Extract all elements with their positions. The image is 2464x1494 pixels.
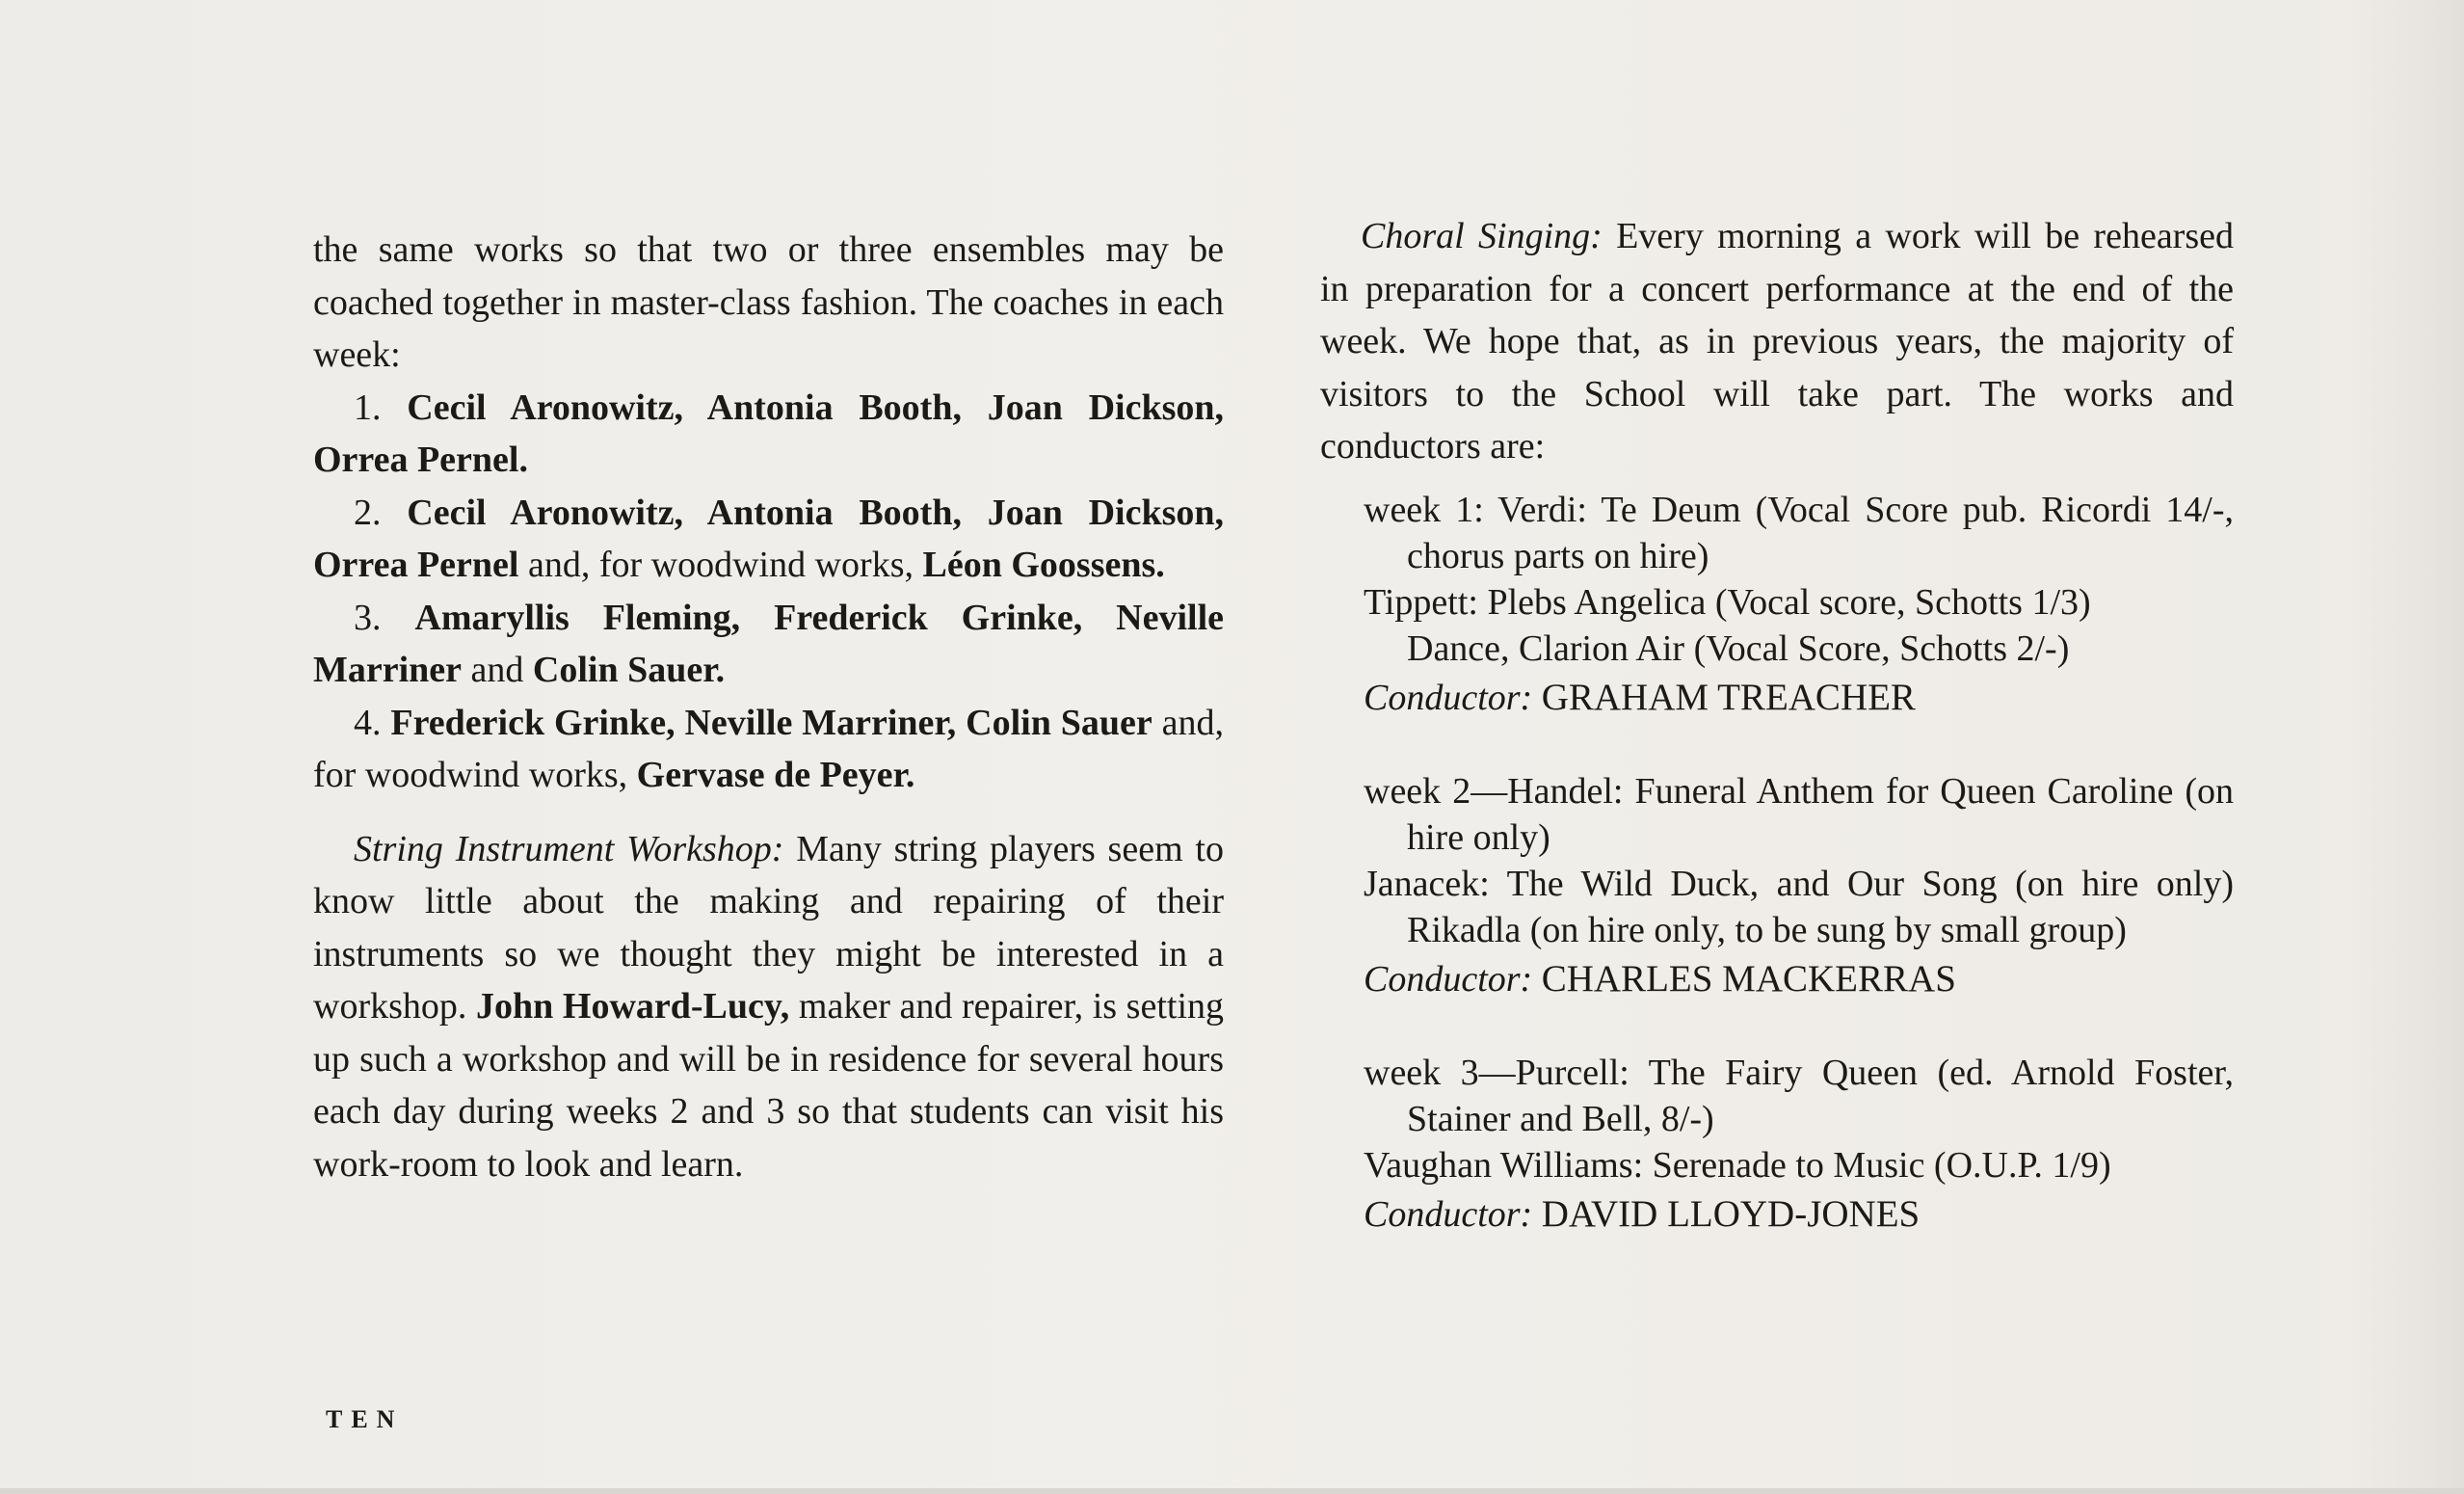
conductor-line <box>1364 953 2234 1005</box>
conductor-name: GRAHAM TREACHER <box>1541 676 1916 718</box>
conductor-line <box>1364 672 2234 724</box>
week-line: week 1: Verdi: Te Deum (Vocal Score pub. Ricordi 14/-, chorus parts on hire) <box>1364 489 2234 576</box>
coach-connector: and <box>462 650 533 690</box>
coach-name-last: Colin Sauer. <box>532 650 726 690</box>
week-line: week 2—Handel: Funeral Anthem for Queen Caroline (on hire only) <box>1364 770 2234 858</box>
intro-paragraph: the same works so that two or three ensembles may be coached together in master-class fashion. The coaches in each week: <box>313 229 1224 375</box>
workshop-text-2: maker and repairer, is setting up such a workshop and will be in residence for several hours each day during weeks 2 and 3 so that students can visit his work-room to look and learn. <box>313 986 1224 1185</box>
page-bottom-edge <box>0 1488 2464 1494</box>
choral-week-1 <box>1364 487 2234 724</box>
woodwind-coach: Léon Goossens. <box>922 545 1165 585</box>
right-column <box>1320 210 2234 1241</box>
conductor-label: Conductor: <box>1364 677 1533 718</box>
coach-names: Cecil Aronowitz, Antonia Booth, Joan Dickson, Orrea Pernel. <box>313 387 1225 480</box>
coach-connector: and, for woodwind works, <box>518 545 923 585</box>
week-number: 2. <box>354 492 382 533</box>
workshop-paragraph <box>313 823 1224 1191</box>
week-line: week 3—Purcell: The Fairy Queen (ed. Arnold Foster, Stainer and Bell, 8/-) <box>1364 1052 2234 1139</box>
week-work: Janacek: The Wild Duck, and Our Song (on hire only) Rikadla (on hire only, to be sung by small group) <box>1364 863 2234 950</box>
workshop-maker-name: John Howard-Lucy, <box>476 986 790 1027</box>
workshop-text-1: Many string players seem to know little about the making and repairing of their instruments so we thought they might be interested in a workshop. <box>313 828 1224 1027</box>
week-number: 4. <box>354 702 382 743</box>
left-column <box>313 224 1224 1190</box>
coach-names: Amaryllis Fleming, Frederick Grinke, Neville Marriner <box>313 597 1224 690</box>
coach-names: Frederick Grinke, Neville Marriner, Colin Sauer <box>390 702 1153 743</box>
choral-heading: Choral Singing: <box>1361 216 1603 256</box>
coach-week-2 <box>313 487 1224 592</box>
conductor-name: DAVID LLOYD-JONES <box>1541 1192 1921 1235</box>
conductor-label: Conductor: <box>1364 958 1533 1000</box>
week-work: Tippett: Plebs Angelica (Vocal score, Schotts 1/3) <box>1364 581 2091 623</box>
coach-names: Cecil Aronowitz, Antonia Booth, Joan Dickson, Orrea Pernel <box>313 492 1225 585</box>
week-number: 3. <box>354 597 382 638</box>
week-work-extra: Dance, Clarion Air (Vocal Score, Schotts 2/-) <box>1407 627 2070 669</box>
choral-week-2 <box>1364 768 2234 1005</box>
choral-week-3 <box>1364 1050 2234 1241</box>
coach-week-1 <box>313 382 1224 487</box>
conductor-label: Conductor: <box>1364 1193 1533 1235</box>
woodwind-coach: Gervase de Peyer. <box>636 755 915 795</box>
week-number: 1. <box>354 387 382 428</box>
week-work: Vaughan Williams: Serenade to Music (O.U.P. 1/9) <box>1364 1144 2111 1186</box>
conductor-line <box>1364 1188 2234 1241</box>
coach-connector: and, for woodwind works, <box>313 702 1225 795</box>
coach-week-3 <box>313 592 1224 697</box>
page-number: TEN <box>326 1405 404 1433</box>
page-crease <box>2348 0 2464 1494</box>
conductor-name: CHARLES MACKERRAS <box>1541 957 1956 1000</box>
coach-week-4 <box>313 697 1224 802</box>
choral-paragraph <box>1320 210 2234 473</box>
choral-text: Every morning a work will be rehearsed in preparation for a concert performance at the end of the week. We hope that, as in previous years, the majority of visitors to the School will take part. The works and conductors are: <box>1320 216 2234 467</box>
workshop-heading: String Instrument Workshop: <box>354 828 784 869</box>
